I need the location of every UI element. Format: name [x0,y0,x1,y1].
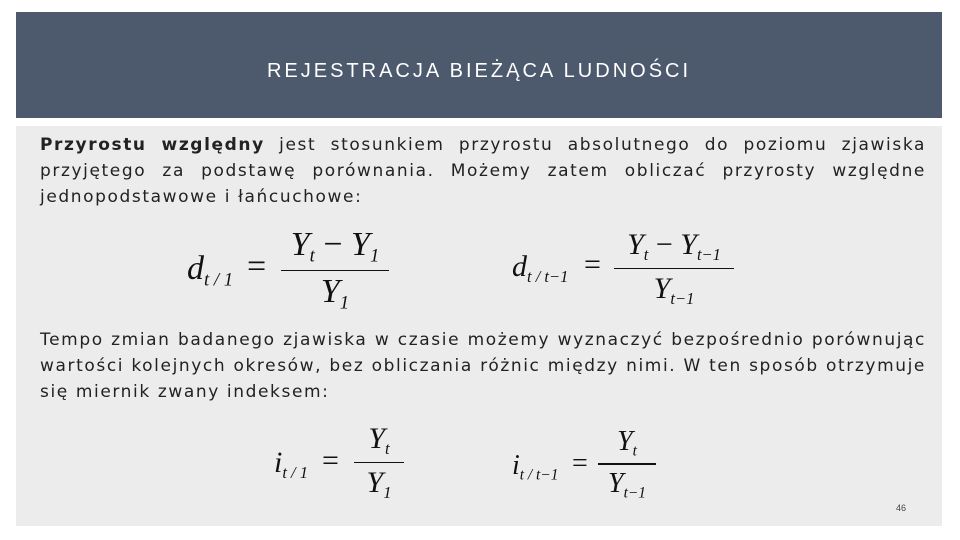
formula-relative-growth-fixed-base [187,226,397,316]
paragraph-index: Tempo zmian badanego zjawiska w czasie możemy wyznaczyć bezpośrednio porównując wartości kolejnych okresów, bez obliczania różnic między nimi. W ten sposób otrzymuje się miernik zwany indeksem: [40,330,926,402]
formula-fraction [281,226,389,315]
fraction-bar [354,462,404,464]
equals-sign: = [572,448,588,479]
fraction-numerator: $Y_t - Y_1$ [290,226,380,267]
fraction-bar [598,463,656,465]
fraction-numerator: $Y_t$ [617,426,637,460]
fraction-bar [614,268,734,270]
formula-fraction [614,228,734,309]
equals-sign: = [584,248,601,281]
paragraph-relative-growth [40,132,926,210]
equals-sign: = [247,248,267,285]
formula-index-fixed-base [274,422,414,512]
fraction-bar [281,270,389,272]
formula-relative-growth-chain [512,226,742,316]
formula-index-chain [512,426,672,516]
bold-term: Przyrostu względny [40,135,265,155]
formula-lhs: $i_{t / 1}$ [274,446,309,482]
fraction-numerator: $Y_t - Y_{t-1}$ [627,228,721,264]
paragraph-text: jest stosunkiem przyrostu absolutnego do poziomu zjawiska przyjętego za podstawę porównania. Możemy zatem obliczać przyrosty względne jednopodstawowe i łańcuchowe: [40,135,926,207]
fraction-denominator: $Y_{t-1}$ [653,272,695,309]
formula-fraction [354,422,404,503]
formula-fraction [598,426,656,502]
fraction-numerator: $Y_t$ [368,422,390,458]
fraction-denominator: $Y_1$ [320,273,350,314]
formula-lhs: $d_{t / 1}$ [187,250,234,291]
header-divider [16,118,942,126]
fraction-denominator: $Y_{t-1}$ [608,467,646,502]
fraction-denominator: $Y_1$ [366,466,392,503]
slide-title: REJESTRACJA BIEŻĄCA LUDNOŚCI [266,60,692,82]
slide-header [16,12,942,118]
page-number: 46 [895,503,906,513]
formula-lhs: $d_{t / t-1}$ [512,250,569,286]
equals-sign: = [322,444,339,477]
slide-content [16,126,942,526]
formula-lhs: $i_{t / t-1}$ [512,450,559,484]
